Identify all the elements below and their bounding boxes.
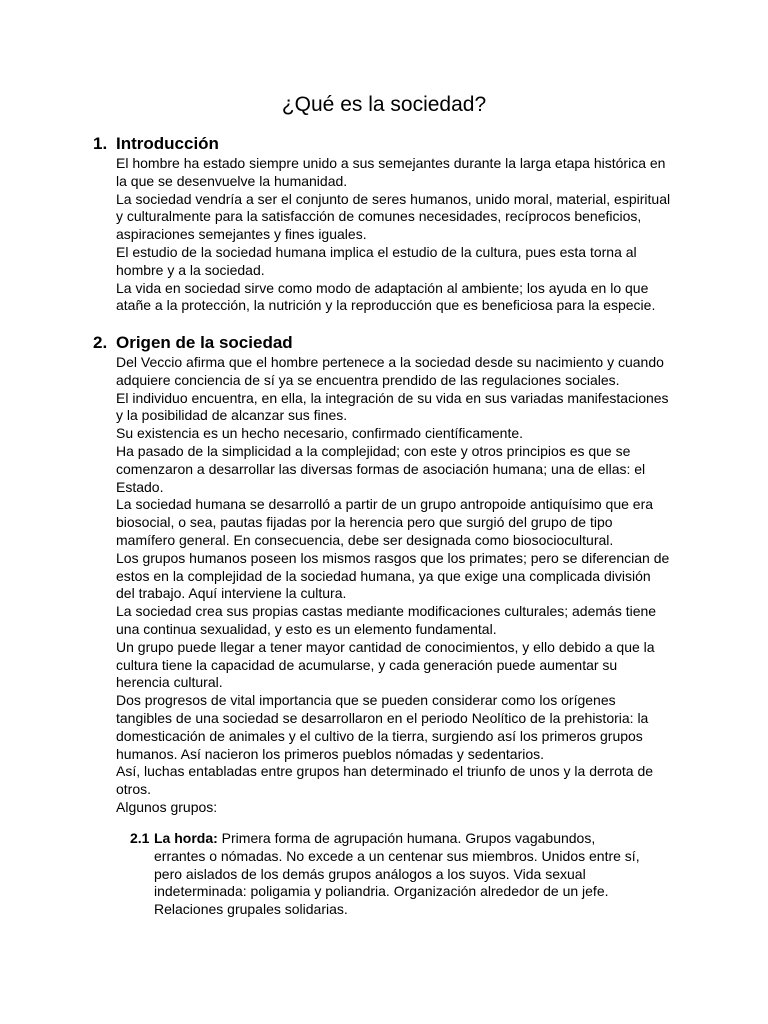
section-introduccion [93, 133, 673, 315]
paragraph: Así, luchas entabladas entre grupos han determinado el triunfo de unos y la derrota de otros. [116, 763, 654, 798]
section-number: 1. [93, 134, 108, 153]
paragraph: El estudio de la sociedad humana implica el estudio de la cultura, pues esta torna al hombre y a la sociedad. [116, 243, 637, 278]
paragraph: Ha pasado de la simplicidad a la complejidad; con este y otros principios es que se comenzaron a desarrollar las diversas formas de asociación humana; una de ellas: el Estado. [116, 442, 646, 495]
paragraph: Su existencia es un hecho necesario, confirmado científicamente. [116, 425, 524, 442]
paragraph: La vida en sociedad sirve como modo de adaptación al ambiente; los ayuda en lo que atañe a la protección, la nutrición y la reproducción que es beneficiosa para la especie. [116, 279, 656, 314]
section-body [116, 354, 673, 817]
section-number: 2. [93, 333, 108, 352]
section-body [116, 155, 673, 315]
section-heading [93, 332, 673, 354]
paragraph: La sociedad humana se desarrolló a partir de un grupo antropoide antiquísimo que era biosocial, o sea, pautas fijadas por la herencia pero que surgió del grupo de tipo mamífero general. En consecuencia, debe ser designada como biosociocultural. [116, 496, 654, 548]
section-origen [93, 332, 673, 817]
section-title: Origen de la sociedad [116, 333, 293, 352]
paragraph: El individuo encuentra, en ella, la integración de su vida en sus variadas manifestaciones y la posibilidad de alcanzar sus fines. [116, 389, 669, 424]
paragraph: Algunos grupos: [116, 798, 218, 815]
paragraph: Dos progresos de vital importancia que se pueden considerar como los orígenes tangibles de una sociedad se desarrollaron en el periodo Neolítico de la prehistoria: la domesticación de animales y el cultivo de la tierra, surgiendo así los primeros grupos humanos. Así nacieron los primeros pueblos nómadas y sedentarios. [116, 692, 649, 762]
subsection-body [154, 830, 650, 919]
paragraph: Un grupo puede llegar a tener mayor cantidad de conocimientos, y ello debido a que la cultura tiene la capacidad de acumularse, y cada generación puede aumentar su herencia cultural. [116, 638, 655, 691]
subsection-text: Primera forma de agrupación humana. Grupos vagabundos, errantes o nómadas. No excede a un centenar sus miembros. Unidos entre sí, pero aislados de los demás grupos análogos a los suyos. Vida sexual indeterminada: poligamia y poliandria. Organización alrededor de un jefe. Relaciones grupales solidarias. [154, 830, 640, 918]
section-heading [93, 133, 673, 155]
section-title: Introducción [116, 134, 219, 153]
subsection-title: La horda: [154, 830, 222, 846]
paragraph: Del Veccio afirma que el hombre pertenece a la sociedad desde su nacimiento y cuando adquiere conciencia de sí ya se encuentra prendido de las regulaciones sociales. [116, 354, 664, 388]
paragraph: El hombre ha estado siempre unido a sus semejantes durante la larga etapa histórica en la que se desenvuelve la humanidad. [116, 155, 666, 189]
paragraph: La sociedad crea sus propias castas mediante modificaciones culturales; además tiene una continua sexualidad, y esto es un elemento fundamental. [116, 603, 657, 637]
paragraph: Los grupos humanos poseen los mismos rasgos que los primates; pero se diferencian de estos en la complejidad de la sociedad humana, ya que exige una complicada división del trabajo. Aquí interviene la cultura. [116, 549, 670, 602]
paragraph: La sociedad vendría a ser el conjunto de seres humanos, unido moral, material, espiritual y culturalmente para la satisfacción de comunes necesidades, recíprocos beneficios, aspiraciones semejantes y fines iguales. [116, 190, 671, 243]
page-title: ¿Qué es la sociedad? [281, 93, 487, 116]
subsection-la-horda [130, 830, 650, 919]
subsection-number: 2.1 [130, 830, 150, 846]
